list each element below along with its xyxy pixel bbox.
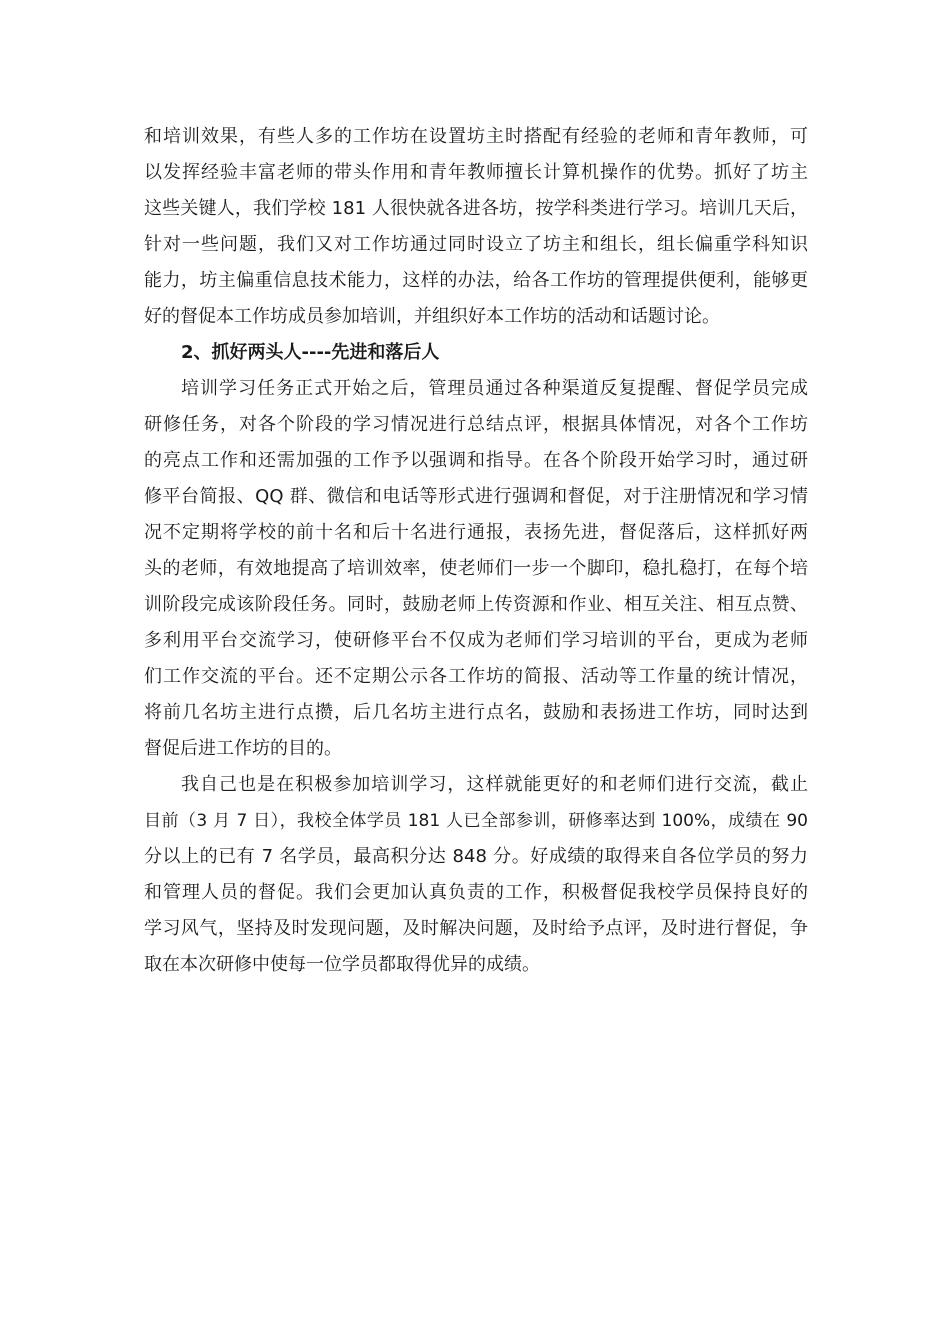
text-line: 修平台简报、QQ 群、微信和电话等形式进行强调和督促，对于注册情况和学习情 [144,486,808,507]
text-line: 以发挥经验丰富老师的带头作用和青年教师擅长计算机操作的优势。抓好了坊主 [144,162,808,183]
text-line: 我自己也是在积极参加培训学习，这样就能更好的和老师们进行交流，截止 [181,774,808,795]
text-line: 和培训效果，有些人多的工作坊在设置坊主时搭配有经验的老师和青年教师，可 [144,126,808,147]
text-line: 能力，坊主偏重信息技术能力，这样的办法，给各工作坊的管理提供便利，能够更 [144,270,808,291]
paragraph-1 [144,119,808,335]
text-line: 们工作交流的平台。还不定期公示各工作坊的简报、活动等工作量的统计情况， [144,666,808,687]
text-line: 和管理人员的督促。我们会更加认真负责的工作，积极督促我校学员保持良好的 [144,882,808,903]
text-line: 将前几名坊主进行点攒，后几名坊主进行点名，鼓励和表扬进工作坊，同时达到 [144,702,808,723]
text-line: 好的督促本工作坊成员参加培训，并组织好本工作坊的活动和话题讨论。 [144,306,720,327]
text-line: 取在本次研修中使每一位学员都取得优异的成绩。 [144,954,540,975]
text-line: 多利用平台交流学习，使研修平台不仅成为老师们学习培训的平台，更成为老师 [144,630,808,651]
paragraph-2 [144,371,808,767]
text-line: 学习风气，坚持及时发现问题，及时解决问题，及时给予点评，及时进行督促，争 [144,918,808,939]
text-line: 分以上的已有 7 名学员，最高积分达 848 分。好成绩的取得来自各位学员的努力 [144,846,808,867]
text-line: 针对一些问题，我们又对工作坊通过同时设立了坊主和组长，组长偏重学科知识 [144,234,808,255]
text-line: 的亮点工作和还需加强的工作予以强调和指导。在各个阶段开始学习时，通过研 [144,450,808,471]
document-body [144,119,808,983]
text-line: 研修任务，对各个阶段的学习情况进行总结点评，根据具体情况，对各个工作坊 [144,414,808,435]
text-line: 督促后进工作坊的目的。 [144,738,342,759]
text-line: 这些关键人，我们学校 181 人很快就各进各坊，按学科类进行学习。培训几天后， [144,198,808,219]
paragraph-3 [144,767,808,983]
text-line: 头的老师，有效地提高了培训效率，使老师们一步一个脚印，稳扎稳打，在每个培 [144,558,808,579]
section-heading: 2、抓好两头人----先进和落后人 [181,342,440,363]
text-line: 况不定期将学校的前十名和后十名进行通报，表扬先进，督促落后，这样抓好两 [144,522,808,543]
text-line: 训阶段完成该阶段任务。同时，鼓励老师上传资源和作业、相互关注、相互点赞、 [144,594,808,615]
text-line: 目前（3 月 7 日），我校全体学员 181 人已全部参训，研修率达到 100%，成绩在 90 [144,811,808,831]
text-line: 培训学习任务正式开始之后，管理员通过各种渠道反复提醒、督促学员完成 [181,378,808,399]
